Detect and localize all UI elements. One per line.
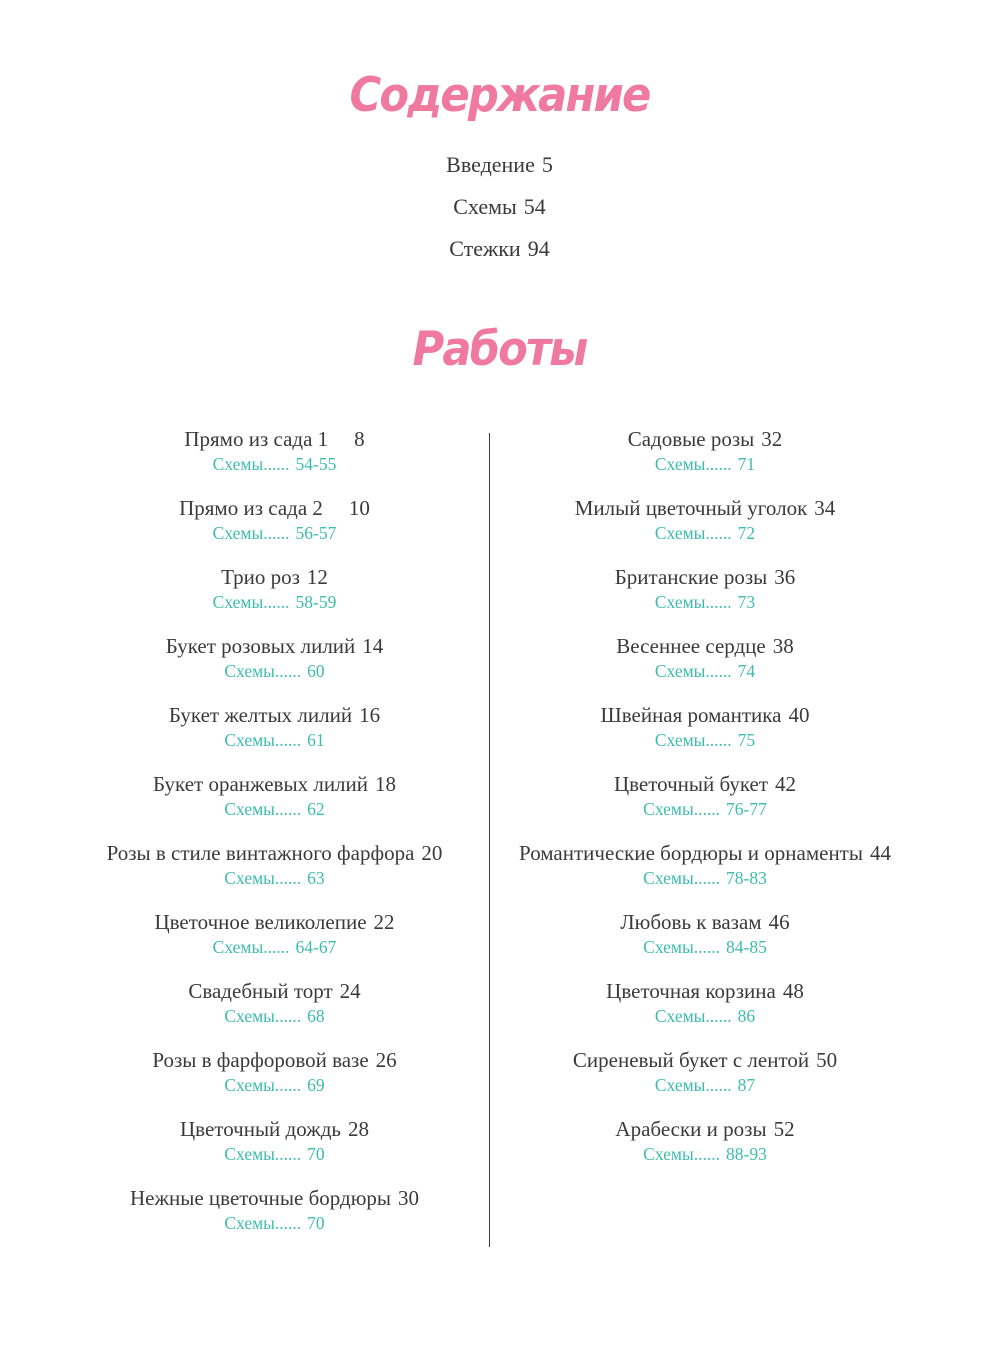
work-entry-title-line	[490, 426, 920, 453]
schemes-pages: 70	[307, 1213, 325, 1233]
intro-item-page: 5	[541, 152, 553, 177]
entry-title: Свадебный торт	[188, 979, 333, 1003]
entry-schemes-line	[60, 798, 489, 821]
schemes-pages: 60	[307, 661, 325, 681]
work-entry-title-line	[60, 771, 489, 798]
schemes-pages: 86	[737, 1006, 756, 1026]
schemes-label: Схемы......	[643, 868, 720, 888]
schemes-label: Схемы......	[643, 799, 720, 819]
schemes-pages: 74	[737, 661, 756, 681]
entry-page: 8	[354, 427, 365, 451]
schemes-label: Схемы......	[654, 1006, 732, 1026]
work-entry	[60, 1185, 489, 1235]
entry-page: 22	[373, 910, 395, 934]
work-entry	[490, 702, 920, 752]
intro-item-label: Стежки	[449, 236, 521, 261]
work-entry-title-line	[60, 633, 489, 660]
entry-title: Цветочная корзина	[606, 979, 776, 1003]
schemes-label: Схемы......	[224, 1144, 302, 1164]
schemes-label: Схемы......	[654, 730, 732, 750]
entry-schemes-line	[490, 1005, 920, 1028]
entry-schemes-line	[490, 936, 920, 959]
schemes-pages: 84-85	[726, 937, 767, 957]
work-entry-title-line	[490, 1047, 920, 1074]
schemes-label: Схемы......	[224, 661, 302, 681]
schemes-label: Схемы......	[212, 937, 290, 957]
schemes-label: Схемы......	[212, 523, 290, 543]
entry-title: Швейная романтика	[600, 703, 782, 727]
entry-schemes-line	[490, 798, 920, 821]
entry-title: Романтические бордюры и орнаменты	[519, 841, 863, 865]
work-entry-title-line	[490, 495, 920, 522]
entry-page: 44	[869, 841, 891, 865]
schemes-pages: 61	[307, 730, 325, 750]
work-entry-title-line	[60, 1047, 489, 1074]
schemes-label: Схемы......	[224, 799, 302, 819]
entry-page: 48	[782, 979, 804, 1003]
intro-item	[0, 228, 999, 270]
entry-schemes-line	[490, 1074, 920, 1097]
schemes-label: Схемы......	[224, 1006, 302, 1026]
work-entry-title-line	[490, 702, 920, 729]
work-entry	[60, 1116, 489, 1166]
entry-title: Прямо из сада 1	[184, 427, 329, 451]
work-entry	[490, 909, 920, 959]
schemes-label: Схемы......	[212, 592, 290, 612]
entry-title: Розы в фарфоровой вазе	[152, 1048, 369, 1072]
schemes-label: Схемы......	[224, 730, 302, 750]
work-entry-title-line	[60, 909, 489, 936]
entry-schemes-line	[490, 591, 920, 614]
schemes-pages: 71	[737, 454, 756, 474]
schemes-pages: 72	[737, 523, 756, 543]
work-entry-title-line	[490, 633, 920, 660]
work-entry	[60, 909, 489, 959]
entry-title: Садовые розы	[627, 427, 755, 451]
work-entry-title-line	[60, 840, 489, 867]
entry-page: 34	[814, 496, 836, 520]
work-entry	[60, 978, 489, 1028]
intro-item	[0, 144, 999, 186]
entry-schemes-line	[60, 1212, 489, 1235]
schemes-pages: 54-55	[295, 454, 337, 474]
schemes-pages: 69	[307, 1075, 325, 1095]
entry-title: Цветочный дождь	[180, 1117, 341, 1141]
intro-list	[0, 144, 999, 270]
work-entry-title-line	[490, 909, 920, 936]
entry-page: 40	[788, 703, 810, 727]
work-entry-title-line	[60, 1185, 489, 1212]
work-entry	[490, 564, 920, 614]
schemes-pages: 87	[737, 1075, 756, 1095]
work-entry	[490, 978, 920, 1028]
schemes-label: Схемы......	[654, 454, 732, 474]
contents-title: Содержание	[349, 68, 650, 123]
work-entry	[60, 840, 489, 890]
work-entry	[60, 633, 489, 683]
schemes-pages: 73	[737, 592, 756, 612]
schemes-pages: 56-57	[295, 523, 337, 543]
schemes-label: Схемы......	[643, 1144, 720, 1164]
schemes-pages: 75	[737, 730, 756, 750]
entry-page: 10	[348, 496, 370, 520]
entry-schemes-line	[60, 867, 489, 890]
work-entry	[490, 495, 920, 545]
entry-page: 50	[816, 1048, 838, 1072]
entry-page: 24	[339, 979, 361, 1003]
works-title: Работы	[412, 322, 587, 377]
work-entry-title-line	[60, 978, 489, 1005]
schemes-pages: 58-59	[295, 592, 337, 612]
work-entry	[60, 495, 489, 545]
work-entry	[490, 633, 920, 683]
entry-page: 32	[761, 427, 783, 451]
entry-title: Букет розовых лилий	[165, 634, 356, 658]
work-entry	[60, 702, 489, 752]
schemes-label: Схемы......	[654, 523, 732, 543]
schemes-label: Схемы......	[643, 937, 720, 957]
entry-schemes-line	[60, 453, 489, 476]
schemes-pages: 62	[307, 799, 325, 819]
schemes-pages: 64-67	[295, 937, 337, 957]
work-entry	[490, 426, 920, 476]
entry-schemes-line	[60, 591, 489, 614]
entry-title: Трио роз	[221, 565, 300, 589]
work-entry-title-line	[490, 1116, 920, 1143]
entry-title: Букет оранжевых лилий	[152, 772, 369, 796]
entry-page: 30	[398, 1186, 419, 1210]
entry-page: 14	[362, 634, 384, 658]
work-entry-title-line	[60, 495, 489, 522]
work-entry	[60, 1047, 489, 1097]
entry-page: 20	[421, 841, 443, 865]
work-entry-title-line	[490, 840, 920, 867]
schemes-pages: 88-93	[726, 1144, 767, 1164]
entry-title: Британские розы	[614, 565, 768, 589]
entry-title: Арабески и розы	[615, 1117, 767, 1141]
schemes-pages: 78-83	[726, 868, 767, 888]
entry-schemes-line	[490, 1143, 920, 1166]
entry-page: 16	[359, 703, 381, 727]
entry-page: 18	[375, 772, 397, 796]
entry-title: Цветочное великолепие	[154, 910, 367, 934]
intro-item-label: Схемы	[453, 194, 517, 219]
schemes-label: Схемы......	[654, 1075, 732, 1095]
work-entry-title-line	[60, 702, 489, 729]
schemes-pages: 70	[307, 1144, 325, 1164]
works-left-column	[60, 426, 489, 1254]
work-entry-title-line	[490, 564, 920, 591]
entry-title: Нежные цветочные бордюры	[130, 1186, 391, 1210]
schemes-label: Схемы......	[654, 592, 732, 612]
entry-title: Сиреневый букет с лентой	[572, 1048, 810, 1072]
intro-item	[0, 186, 999, 228]
entry-schemes-line	[60, 1143, 489, 1166]
schemes-label: Схемы......	[224, 1075, 302, 1095]
entry-schemes-line	[490, 867, 920, 890]
intro-item-label: Введение	[446, 152, 535, 177]
work-entry	[490, 840, 920, 890]
work-entry-title-line	[490, 978, 920, 1005]
entry-schemes-line	[60, 1005, 489, 1028]
entry-page: 46	[768, 910, 790, 934]
intro-item-page: 94	[527, 236, 550, 261]
schemes-pages: 63	[307, 868, 325, 888]
work-entry	[60, 564, 489, 614]
work-entry	[60, 426, 489, 476]
work-entry-title-line	[490, 771, 920, 798]
entry-schemes-line	[60, 522, 489, 545]
work-entry-title-line	[60, 564, 489, 591]
schemes-pages: 76-77	[726, 799, 767, 819]
entry-schemes-line	[60, 936, 489, 959]
entry-title: Весеннее сердце	[616, 634, 766, 658]
entry-schemes-line	[490, 729, 920, 752]
entry-page: 36	[774, 565, 796, 589]
entry-schemes-line	[490, 453, 920, 476]
work-entry-title-line	[60, 426, 489, 453]
works-right-column	[490, 426, 920, 1185]
work-entry	[60, 771, 489, 821]
entry-schemes-line	[60, 729, 489, 752]
entry-page: 52	[773, 1117, 795, 1141]
entry-schemes-line	[60, 660, 489, 683]
entry-title: Розы в стиле винтажного фарфора	[106, 841, 415, 865]
entry-schemes-line	[60, 1074, 489, 1097]
work-entry-title-line	[60, 1116, 489, 1143]
entry-page: 12	[306, 565, 328, 589]
entry-page: 42	[775, 772, 797, 796]
entry-page: 28	[347, 1117, 369, 1141]
entry-title: Цветочный букет	[613, 772, 769, 796]
schemes-label: Схемы......	[224, 868, 302, 888]
entry-title: Прямо из сада 2	[179, 496, 323, 520]
schemes-label: Схемы......	[212, 454, 290, 474]
entry-schemes-line	[490, 660, 920, 683]
intro-item-page: 54	[523, 194, 546, 219]
entry-page: 26	[375, 1048, 397, 1072]
schemes-label: Схемы......	[654, 661, 732, 681]
entry-title: Букет желтых лилий	[168, 703, 353, 727]
work-entry	[490, 1116, 920, 1166]
schemes-label: Схемы......	[224, 1213, 302, 1233]
work-entry	[490, 771, 920, 821]
entry-title: Милый цветочный уголок	[574, 496, 808, 520]
work-entry	[490, 1047, 920, 1097]
schemes-pages: 68	[307, 1006, 325, 1026]
entry-page: 38	[772, 634, 794, 658]
entry-schemes-line	[490, 522, 920, 545]
entry-title: Любовь к вазам	[620, 910, 762, 934]
